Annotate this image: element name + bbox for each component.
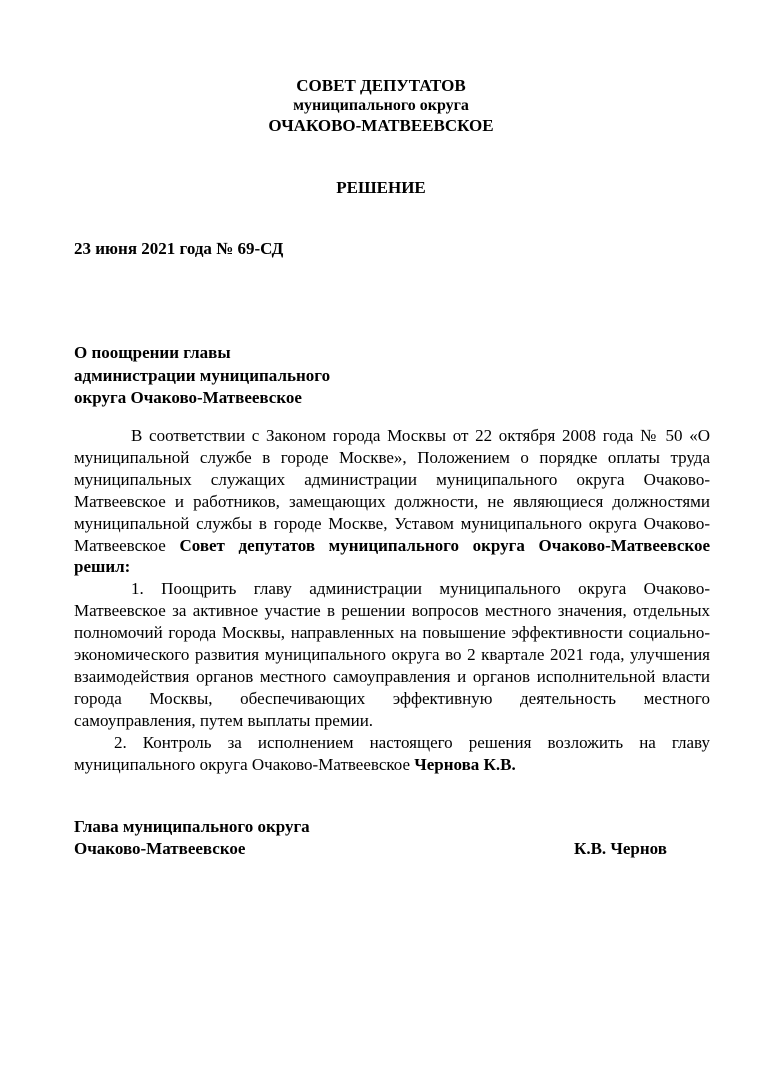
decision-item-2 [74, 732, 710, 776]
subject-line: округа Очаково-Матвеевское [74, 388, 302, 407]
header-district-name: ОЧАКОВО-МАТВЕЕВСКОЕ [268, 116, 494, 135]
decision-item-1 [74, 578, 710, 731]
decision-subject [74, 342, 330, 410]
signature-district: Очаково-Матвеевское [74, 839, 246, 858]
subject-line: администрации муниципального [74, 365, 331, 385]
item-responsible-person: Чернова К.В. [414, 754, 516, 774]
signature-name: К.В. Чернов [574, 839, 667, 858]
header-district-label: муниципального округа [293, 97, 469, 114]
signature-title: Глава муниципального округа [74, 817, 310, 836]
decision-date-number: 23 июня 2021 года № 69-СД [74, 239, 284, 258]
decision-body [74, 425, 710, 776]
document-title: РЕШЕНИЕ [336, 178, 426, 197]
preamble-paragraph [74, 425, 710, 578]
item-text: 1. Поощрить главу администрации муниципального округа Очаково-Матвеевское за активное участие в решении вопросов местного значения, отдельных полномочий города Москвы, направленных на повышение эффективности социально-экономического развития муниципального округа во 2 квартале 2021 года, улучшения взаимодействия органов местного самоуправления и органов исполнительной власти города Москвы, обеспечивающих эффективную деятельность местного самоуправления, путем выплаты премии. [74, 579, 710, 730]
header-council: СОВЕТ ДЕПУТАТОВ [296, 76, 466, 95]
signature-block [74, 816, 310, 860]
preamble-text: В соответствии с Законом города Москвы от 22 октября 2008 года № 50 «О муниципальной службе в городе Москве», Положением о порядке оплаты труда муниципальных служащих администрации муниципального округа Очаково-Матвеевское и работников, замещающих должности, не являющиеся должностями муниципальной службы в городе Москве, Уставом муниципального округа Очаково-Матвеевское [74, 426, 710, 555]
item-text: 2. Контроль за исполнением настоящего решения возложить на главу муниципального округа Очаково-Матвеевское [74, 732, 710, 774]
preamble-resolution: Совет депутатов муниципального округа Очаково-Матвеевское решил: [74, 535, 711, 577]
subject-line: О поощрении главы [74, 343, 231, 362]
